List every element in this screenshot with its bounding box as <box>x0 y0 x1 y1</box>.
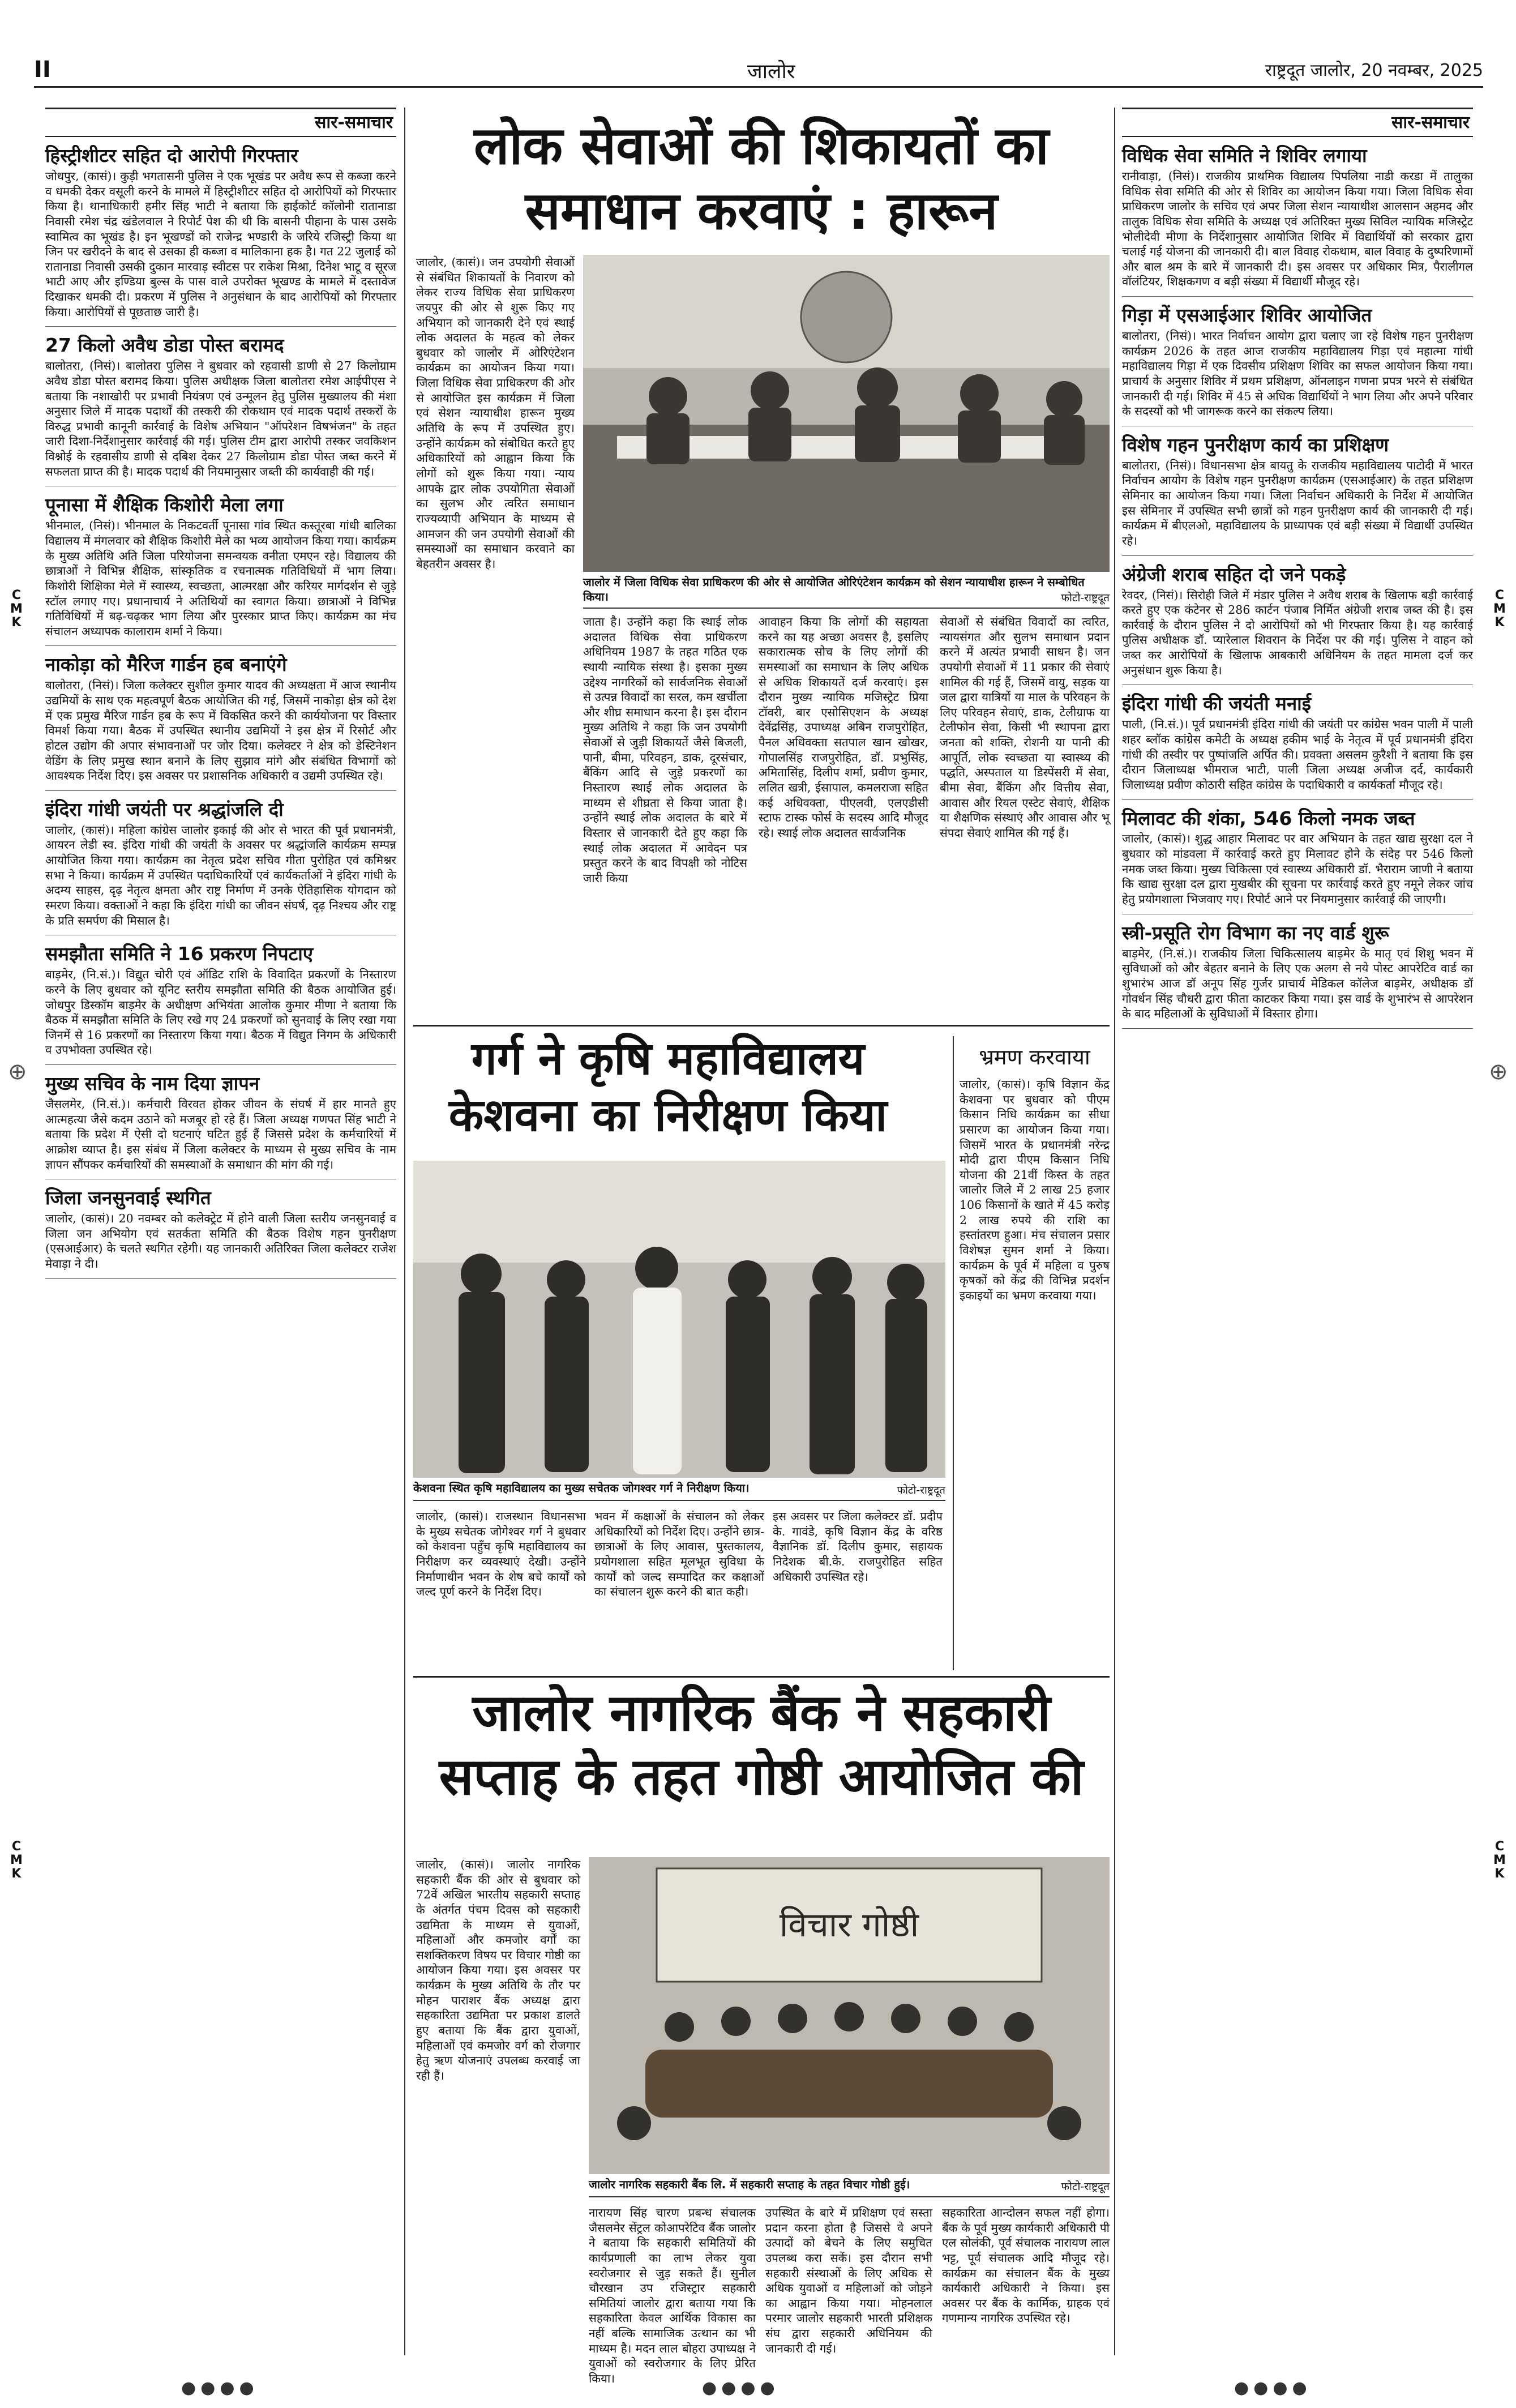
story3-intro-text: जालोर, (कासं)। जालोर नागरिक सहकारी बैंक की ओर से बुधवार को 72वें अखिल भारतीय सहकारी सप्ताह के अंतर्गत पंचम दिवस को सहकारी उद्यमिता के माध्यम से युवाओं, महिलाओं और कमजोर वर्गों का सशक्तिकरण विषय पर विचार गोष्ठी का आयोजन किया गया। इस अवसर पर कार्यक्रम के मुख्य अतिथि के तौर पर मोहन पाराशर बैंक अध्यक्ष द्वारा सहकारिता उद्यमिता पर प्रकाश डालते हुए बताया कि बैंक द्वारा युवाओं, महिलाओं एवं कमजोर वर्ग को रोजगार हेतु ऋण योजनाएं उपलब्ध करवाई जा रही हैं। <box>416 1858 580 2082</box>
brief-item <box>45 943 396 1065</box>
sidebar-text: जालोर, (कासं)। कृषि विज्ञान केंद्र केशवना पर बुधवार को पीएम किसान निधि कार्यक्रम का सीधा प्रसारण का आयोजन किया गया। जिसमें भारत के प्रधानमंत्री नरेन्द्र मोदी द्वारा पीएम किसान निधि योजना की 21वीं किस्त के तहत जालोर जिले में 2 लाख 25 हजार 106 किसानों के खाते में 45 करोड़ 2 लाख रुपये की राशि का हस्तांतरण हुआ। मंच संचालन प्रसार विशेषज्ञ सुमन शर्मा ने किया। कार्यक्रम के पूर्व में महिला व पुरुष कृषकों को केंद्र की विभिन्न प्रदर्शन इकाइयों का भ्रमण करवाया गया। <box>960 1077 1110 1302</box>
brief-headline: विधिक सेवा समिति ने शिविर लगाया <box>1122 144 1367 166</box>
brief-text: पाली, (नि.सं.)। पूर्व प्रधानमंत्री इंदिरा गांधी की जयंती पर कांग्रेस भवन पाली में पाली शहर ब्लॉक कांग्रेस कमेटी के अध्यक्ष हकीम भाई के नेतृत्व में पूर्व प्रधानमंत्री इंदिरा गांधी की तस्वीर पर पुष्पांजलि अर्पित की। प्रवक्ता असलम कुरैशी ने बताया कि इस दौरान जिलाध्यक्ष भीमराज भाटी, पाली जिला अध्यक्ष अजीज दर्द, कार्यकारी जिलाध्यक्ष प्रवीण कोठारी सहित कांग्रेस के पदाधिकारी व कार्यकर्ता मौजूद रहे। <box>1122 717 1473 792</box>
story-separator <box>413 1676 1110 1678</box>
brief-item <box>1122 693 1473 799</box>
brief-headline: मिलावट की शंका, 546 किलो नमक जब्त <box>1122 807 1415 829</box>
color-registration-dots: ●●●● <box>702 2378 780 2398</box>
brief-text: बालोतरा, (निसं)। विधानसभा क्षेत्र बायतु के राजकीय महाविद्यालय पाटोदी में भारत निर्वाचन आयोग के विशेष गहन पुनरीक्षण कार्यक्रम (एसआईआर) के तहत प्रशिक्षण सेमिनार का आयोजन किया गया। जिला निर्वाचन अधिकारी के निर्देश में आयोजित इस सेमिनार में उपस्थित सभी छात्रों को गहन पुनरीक्षण कार्य की जानकारी दी गई। कार्यक्रम में बीएलओ, महाविद्यालय के प्राध्यापक एवं बड़ी संख्या में विद्यार्थी उपस्थित रहे। <box>1122 458 1473 548</box>
story1-intro-text: जालोर, (कासं)। जन उपयोगी सेवाओं से संबंधित शिकायतों के निवारण को लेकर राज्य विधिक सेवा प्राधिकरण जयपुर की ओर से शुरू किए गए अभियान को जानकारी देने एवं स्थाई लोक अदालत के महत्व को लेकर बुधवार को जालोर में ओरिएंटेशन कार्यक्रम का आयोजन किया गया। जिला विधिक सेवा प्राधिकरण की ओर से आयोजित इस कार्यक्रम में जिला एवं सेशन न्यायाधीश हारून मुख्य अतिथि के रूप में उपस्थित हुए। उन्होंने कार्यक्रम को संबोधित करते हुए अधिकारियों को आह्वान किया कि लोगों को शुरू किया गया। न्याय आपके द्वार लोक उपयोगिता सेवाओं का सुलभ और त्वरित समाधान राज्यव्यापी अभियान के माध्यम से आमजन की जन उपयोगी सेवाओं की समस्याओं का समाधान करवाने का बेहतरीन अवसर है। <box>416 255 575 571</box>
story1-intro-continued <box>416 705 575 1022</box>
story3-column-4: सहकारिता आन्दोलन सफल नहीं होगा। बैंक के पूर्व मुख्य कार्यकारी अधिकारी पी एल सोलंकी, पूर्व संचालक नारायण लाल भट्ट, पूर्व संचालक आदि मौजूद रहे। कार्यक्रम का संचालन बैंक के मुख्य कार्यकारी अधिकारी ने किया। इस अवसर पर बैंक के कार्मिक, ग्राहक एवं गणमान्य नागरिक उपस्थित रहे। <box>942 2206 1110 2325</box>
brief-item <box>45 654 396 790</box>
brief-headline: 27 किलो अवैध डोडा पोस्त बरामद <box>45 334 284 357</box>
brief-text: बाड़मेर, (नि.सं.)। राजकीय जिला चिकित्सालय बाड़मेर के मातृ एवं शिशु भवन में सुविधाओं को और बेहतर बनाने के लिए एक अलग से नये पोस्ट आपरेटिव वार्ड का शुभारंभ आज डॉ अनूप सिंह गुर्जर प्राचार्य मेडिकल कॉलेज बाड़मेर, अधीक्षक डॉ गोवर्धन सिंह चौधरी द्वारा फीता काटकर किया गया। इस वार्ड के शुभारंभ से आपरेशन के बाद महिलाओं के सुविधाओं में विस्तार होगा। <box>1122 946 1473 1021</box>
sidebar-headline: भ्रमण करवाया <box>979 1045 1090 1070</box>
crosshair-mark: ⊕ <box>8 1059 27 1085</box>
caption-text: जालोर नागरिक सहकारी बैंक लि. में सहकारी सप्ताह के तहत विचार गोष्ठी हुई। <box>589 2178 910 2191</box>
story2-caption <box>413 1481 945 1501</box>
color-registration-dots: ●●●● <box>1234 2378 1312 2398</box>
registration-mark-cmk: C M K <box>1493 588 1506 630</box>
brief-headline: नाकोड़ा को मैरिज गार्डन हब बनाएंगे <box>45 653 287 676</box>
brief-item <box>1122 305 1473 426</box>
brief-item <box>45 799 396 935</box>
page-number: II <box>34 57 51 83</box>
brief-text: भीनमाल, (निसं)। भीनमाल के निकटवर्ती पूनासा गांव स्थित कस्तूरबा गांधी बालिका विद्यालय में मंगलवार को शैक्षिक किशोरी मेले का भव्य आयोजन किया गया। कार्यक्रम के मुख्य अतिथि अति जिला परियोजना समन्वयक वनीता एमएन रहे। विद्यालय की छात्राओं ने विभिन्न शैक्षिक, सांस्कृतिक व रचनात्मक गतिविधियों में भाग लिया। किशोरी शिक्षिका मेले में स्वास्थ्य, स्वच्छता, आत्मरक्षा और करियर मार्गदर्शन से जुड़े स्टॉल लगाए गए। प्रधानाचार्य ने अतिथियों का स्वागत किया। छात्राओं ने विभिन्न गतिविधियों में बढ़-चढ़कर भाग लिया और पुरस्कार प्राप्त किए। कार्यक्रम का मंच संचालन अध्यापक कालाराम शर्मा ने किया। <box>45 519 396 638</box>
brief-text: बालोतरा, (निसं)। बालोतरा पुलिस ने बुधवार को रहवासी डाणी से 27 किलोग्राम अवैध डोडा पोस्त बरामद किया। पुलिस अधीक्षक जिला बालोतरा रमेश आईपीएस ने बताया कि नशाखोरी पर प्रभावी नियंत्रण एवं उन्मूलन हेतु पुलिस मुख्यालय की मंशा अनुसार जिले में मादक पदार्थों की तस्करी की रोकथाम एवं मादक पदार्थ तस्करों के विरुद्ध प्रभावी कानूनी कार्रवाई के विशेष अभियान "ऑपरेशन विषभंजन" के तहत जारी दिशा-निर्देशानुसार कार्रवाई की गई। पुलिस टीम द्वारा आरोपी तस्कर जवकिशन विश्नोई के रहवासीय डाणी से दबिश देकर 27 किलोग्राम डोडा पोस्त जब्त करने में सफलता प्राप्त की है। मादक पदार्थ की नियमानुसार जब्ती की कार्यवाही की गई। <box>45 359 396 478</box>
story2-column-2: भवन में कक्षाओं के संचालन को लेकर अधिकारियों को निर्देश दिए। उन्होंने छात्र-छात्राओं के लिए आवास, पुस्तकालय, प्रयोगशाला सहित मूलभूत सुविधा के कार्यों को जल्द सम्पादित कर कक्षाओं का संचालन शुरू करने की बात कही। <box>594 1509 764 1599</box>
brief-text: जैसलमेर, (नि.सं.)। कर्मचारी विरवत होकर जीवन के संघर्ष में हार मानते हुए आत्महत्या जैसे कदम उठाने को मजबूर हो रहे हैं। जिला अध्यक्ष गणपत सिंह भाटी ने बताया कि प्रदेश में ऐसी दो घटनाएं घटित हुई हैं जिससे प्रदेश के कर्मचारियों में आक्रोश व्याप्त है। इस संबंध में जिला कलेक्टर के माध्यम से मुख्य सचिव के नाम ज्ञापन सौंपकर कर्मचारियों की समस्याओं के समाधान की मांग की गई। <box>45 1097 396 1171</box>
registration-mark-cmk: C M K <box>10 1840 23 1881</box>
story2-headline: गर्ग ने कृषि महाविद्यालय केशवना का निरीक्षण किया <box>448 1032 888 1141</box>
brief-text: बाड़मेर, (नि.सं.)। विद्युत चोरी एवं ऑडिट राशि के विवादित प्रकरणों के निस्तारण करने के लिए बुधवार को यूनिट स्तरीय समझौता समिति की बैठक आयोजित हुई। जोधपुर डिस्कॉम बाड़मेर के अधीक्षण अभियंता आलोक कुमार मीणा ने बताया कि बैठक में समझौता समिति के लिए रखे गए 24 प्रकरणों को सुनवाई के लिए रखा गया जिनमें से 16 प्रकरणों का निस्तारण किया गया। बैठक में विद्युत निगम के अधिकारी व उपभोक्ता उपस्थित रहे। <box>45 968 396 1057</box>
brief-text: जोधपुर, (कासं)। कुड़ी भगतासनी पुलिस ने एक भूखंड पर अवैध रूप से कब्जा करने व धमकी देकर वसूली करने के मामले में हिस्ट्रीशीटर सहित दो आरोपियों को गिरफ्तार किया है। थानाधिकारी हमीर सिंह भाटी ने बताया कि हाईकोर्ट कॉलोनी रातानाडा निवासी रमेश चंद्र खंडेलवाल ने रिपोर्ट पेश की थी कि बासनी पीहाना के पास उसके स्वामित्व का भूखंड है। इन भूखण्डों को राजेन्द्र भण्डारी के जरिये रजिस्ट्री किया था जिन पर खरीदने के बाद से उसका ही कब्जा व मालिकाना हक है। गत 22 जुलाई को रातानाडा निवासी उसकी दुकान मारवाड़ स्वीटस पर राकेश मिश्रा, दिनेश भाटू व सूरज भाटी आए और इण्डिया बुल्स के पास वाले उपरोक्त भूखण्ड के मामले में दस्तावेज दिखाकर धमकी दी। प्रकरण में पुलिस ने अनुसंधान के बाद आरोपियों को गिरफ्तार किया। आरोपियों से पूछताछ जारी है। <box>45 169 396 319</box>
brief-text: जालोर, (कासं)। 20 नवम्बर को कलेक्ट्रेट में होने वाली जिला स्तरीय जनसुनवाई व जिला जन अभियोग एवं सतर्कता समिति की बैठक विशेष गहन पुनरीक्षण (एसआईआर) के चलते स्थगित रहेगी। यह जानकारी अतिरिक्त जिला कलेक्टर राजेश मेवाड़ा ने दी। <box>45 1212 396 1271</box>
brief-headline: मुख्य सचिव के नाम दिया ज्ञापन <box>45 1072 260 1095</box>
story3-headline: जालोर नागरिक बैंक ने सहकारी सप्ताह के तहत गोष्ठी आयोजित की <box>439 1683 1084 1807</box>
brief-headline: जिला जनसुनवाई स्थगित <box>45 1187 211 1209</box>
brief-text: बालोतरा, (निसं)। जिला कलेक्टर सुशील कुमार यादव की अध्यक्षता में आज स्थानीय उद्यमियों के साथ एक महत्वपूर्ण बैठक आयोजित की गई, जिसमें नाकोड़ा क्षेत्र को देश में एक प्रमुख मैरिज गार्डन हब के रूप में विकसित करने की कार्ययोजना पर विस्तार विमर्श किया गया। बैठक में उपस्थित स्थानीय उद्यमियों ने इस क्षेत्र में रिसोर्ट और होटल उद्योग की अपार संभावनाओं पर जोर दिया। कलेक्टर ने क्षेत्र को डेस्टिनेशन वेडिंग के लिए प्रमुख स्थान बनाने के लिए सुझाव मांगे और संबंधित विभागों को आवश्यक निर्देश दिए। इस अवसर पर प्रशासनिक अधिकारी व उद्यमी उपस्थित रहे। <box>45 678 396 783</box>
brief-item <box>1122 434 1473 556</box>
brief-headline: इंदिरा गांधी जयंती पर श्रद्धांजलि दी <box>45 798 284 820</box>
brief-headline: हिस्ट्रीशीटर सहित दो आरोपी गिरफ्तार <box>45 144 298 166</box>
section-tag: सार-समाचार <box>1122 108 1473 137</box>
story1-photo <box>583 255 1110 572</box>
photo-credit: फोटो-राष्ट्रदूत <box>897 1484 945 1497</box>
brief-text: रेवदर, (निसं)। सिरोही जिले में मंडार पुलिस ने अवैध शराब के खिलाफ बड़ी कार्रवाई करते हुए एक कंटेनर से 286 कार्टन पंजाब निर्मित अंग्रेजी शराब जब्त की है। इस कार्रवाई के दौरान पुलिस ने दो आरोपियों को भी गिरफ्तार किया है। यह कार्रवाई पुलिस अधीक्षक डॉ. प्यारेलाल शिवरान के निर्देश पर की गई। पुलिस ने वाहन को जब्त कर आरोपियों के खिलाफ आबकारी अधिनियम के तहत मामला दर्ज कर अनुसंधान शुरू किया है। <box>1122 588 1473 677</box>
story3-column-3: उपस्थित के बारे में प्रशिक्षण एवं सस्ता प्रदान करना होता है जिससे वे अपने उत्पादों को बेचने के लिए समुचित उपलब्ध करा सकें। इस दौरान सभी सहकारी संस्थाओं के लिए अधिक से अधिक युवाओं व महिलाओं को जोड़ने का आह्वान किया गया। मोहनलाल परमार जालोर सहकारी भारती प्रशिक्षक संघ द्वारा सहकारी अधिनियम की जानकारी दी गई। <box>765 2206 932 2355</box>
column-divider <box>404 108 405 2355</box>
inspection-photo-illustration <box>413 1161 945 1478</box>
brief-item <box>1122 808 1473 914</box>
brief-item <box>1122 922 1473 1029</box>
story2-sidebar <box>960 1036 1110 1670</box>
story1-headline: लोक सेवाओं की शिकायतों का समाधान करवाएं : हारून <box>474 116 1049 241</box>
brief-headline: इंदिरा गांधी की जयंती मनाई <box>1122 692 1311 715</box>
story2-photo <box>413 1161 945 1478</box>
registration-mark-cmk: C M K <box>10 588 23 630</box>
brief-headline: गिड़ा में एसआईआर शिविर आयोजित <box>1122 304 1372 327</box>
brief-headline: विशेष गहन पुनरीक्षण कार्य का प्रशिक्षण <box>1122 433 1389 456</box>
brief-text: जालोर, (कासं)। शुद्ध आहार मिलावट पर वार अभियान के तहत खाद्य सुरक्षा दल ने बुधवार को मांडवला में कार्रवाई करते हुए मिलावट होने के संदेह पर 546 किलो नमक जब्त किया। मुख्य चिकित्सा एवं स्वास्थ्य अधिकारी डॉ. भैराराम जाणी ने बताया कि खाद्य सुरक्षा दल द्वारा मुखबीर की सूचना पर कार्रवाई करते हुए नमूने लेकर जांच हेतु प्रयोगशाला भिजवाए गए। रिपोर्ट आने पर नियमानुसार कार्रवाई की जाएगी। <box>1122 832 1473 906</box>
brief-item <box>45 1187 396 1279</box>
brief-item <box>45 1073 396 1179</box>
brief-item <box>1122 145 1473 297</box>
registration-mark-cmk: C M K <box>1493 1840 1506 1881</box>
banner-text: विचार गोष्ठी <box>779 1905 919 1945</box>
edition-name: जालोर <box>747 60 795 83</box>
brief-text: जालोर, (कासं)। महिला कांग्रेस जालोर इकाई की ओर से भारत की पूर्व प्रधानमंत्री, आयरन लेडी स्व. इंदिरा गांधी की जयंती के अवसर पर श्रद्धांजलि कार्यक्रम सम्पन्न आयोजित किया गया। कार्यक्रम का नेतृत्व प्रदेश सचिव गीता पुरोहित एवं कमिश्नर सभा ने किया। कार्यक्रम में उपस्थित पदाधिकारियों एवं कार्यकर्ताओं ने इंदिरा गांधी के अदम्य साहस, दृढ़ नेतृत्व क्षमता और राष्ट्र निर्माण में उनके ऐतिहासिक योगदान को स्मरण किया। वक्ताओं ने कहा कि इंदिरा गांधी का जीवन संघर्ष, दृढ़ निश्चय और राष्ट्र के प्रति समर्पण की मिसाल है। <box>45 823 396 927</box>
story1-column-3: आवाहन किया कि लोगों की सहायता करने का यह अच्छा अवसर है, इसलिए सकारात्मक सोच के लिए लोगों की समस्याओं का समाधान के लिए अधिक से अधिक शिकायतें दर्ज करवाएं। इस दौरान मुख्य न्यायिक मजिस्ट्रेट प्रिया टॉवरी, बार एसोसिएशन के अध्यक्ष देवेंद्रसिंह, उपाध्यक्ष अबिन राजपुरोहित, पैनल अधिवक्ता सतपाल खान खोखर, गोपालसिंह राजपुरोहित, डॉ. प्रभुसिंह, अमितासिंह, दिलीप शर्मा, प्रवीण कुमार, ललित खत्री, ईसापाल, कमलराजा सहित कई अधिवक्ता, पीएलवी, एलएडीसी स्टाफ टास्क फोर्स के सदस्य आदि मौजूद रहे। स्थाई लोक अदालत सार्वजनिक <box>759 615 928 840</box>
brief-item <box>45 335 396 486</box>
column-divider <box>1114 108 1115 2355</box>
page-header <box>34 57 1483 88</box>
brief-headline: पूनासा में शैक्षिक किशोरी मेला लगा <box>45 494 284 516</box>
brief-text: बालोतरा, (निसं)। भारत निर्वाचन आयोग द्वारा चलाए जा रहे विशेष गहन पुनरीक्षण कार्यक्रम 2026 के तहत आज राजकीय महाविद्यालय गिड़ा एवं महात्मा गांधी महाविद्यालय गिड़ा में एक दिवसीय प्रशिक्षण शिविर का सफल आयोजन किया गया। प्राचार्य के अनुसार शिविर में प्रथम प्रशिक्षण, ऑनलाइन गणना प्रपत्र भरने से संबंधित जानकारी दी गई। शिविर में 45 से अधिक विद्यार्थियों ने भाग लिया और अपने परिवार के सदस्यों को भी जागरूक करने का संकल्प लिया। <box>1122 329 1473 418</box>
story3-photo <box>589 1857 1110 2174</box>
crosshair-mark: ⊕ <box>1489 1059 1508 1085</box>
brief-item <box>45 145 396 327</box>
story1-column-2: जाता है। उन्होंने कहा कि स्थाई लोक अदालत विधिक सेवा प्राधिकरण अधिनियम 1987 के तहत गठित एक स्थायी न्यायिक संस्था है। इसका मुख्य उद्देश्य नागरिकों को सार्वजनिक सेवाओं से उत्पन्न विवादों का सरल, कम खर्चीला और शीघ्र समाधान करना है। इस दौरान मुख्य अतिथि ने कहा कि जन उपयोगी सेवाओं से जुड़ी शिकायतें जैसे बिजली, पानी, बीमा, परिवहन, डाक, दूरसंचार, बैंकिंग आदि से जुड़े प्रकरणों का निस्तारण स्थाई लोक अदालत के माध्यम से शीघ्रता से किया जाता है। उन्होंने स्थाई लोक अदालत के बारे में विस्तार से जानकारी देते हुए कहा कि स्थाई लोक अदालत में आवेदन पत्र प्रस्तुत करने के बाद विपक्षी को नोटिस जारी किया <box>583 615 747 885</box>
story-separator <box>413 1025 1110 1026</box>
brief-headline: स्त्री-प्रसूति रोग विभाग का नए वार्ड शुरू <box>1122 921 1389 944</box>
brief-item <box>45 494 396 646</box>
sidebar-divider <box>953 1036 954 1670</box>
caption-text: केशवना स्थित कृषि महाविद्यालय का मुख्य सचेतक जोगश्वर गर्ग ने निरीक्षण किया। <box>413 1481 750 1495</box>
story2-column-3: इस अवसर पर जिला कलेक्टर डॉ. प्रदीप के. गावंडे, कृषि विज्ञान केंद्र के वरिष्ठ वैज्ञानिक डॉ. दिलीप कुमार, सहायक निदेशक बी.के. राजपुरोहित सहित अधिकारी उपस्थित रहे। <box>773 1509 943 1584</box>
seminar-photo-illustration <box>589 1857 1110 2174</box>
left-news-column <box>45 108 396 2350</box>
story1-column-4: सेवाओं से संबंधित विवादों का त्वरित, न्यायसंगत और सुलभ समाधान प्रदान करने में अत्यंत प्रभावी साधन है। जन उपयोगी सेवाओं में 11 प्रकार की सेवाएं शामिल की गई हैं, जिसमें वायु, सड़क या जल द्वारा यात्रियों या माल के परिवहन के लिए परिवहन सेवाएं, डाक, टेलीग्राफ या टेलीफोन सेवा, किसी भी स्थापना द्वारा जनता को शक्ति, रोशनी या पानी की आपूर्ति, लोक स्वच्छता या स्वास्थ्य की पद्धति, अस्पताल या डिस्पेंसरी में सेवा, बीमा सेवा, बैंकिंग और वित्तीय सेवा, आवास और रियल एस्टेट सेवाएं, शैक्षिक या शैक्षणिक संस्थाएं और आवास और भू संपदा सेवाएं शामिल की गई हैं। <box>940 615 1110 840</box>
caption-text: जालोर में जिला विधिक सेवा प्राधिकरण की ओर से आयोजित ओरिएंटेशन कार्यक्रम को सेशन न्यायाधीश हारून ने सम्बोधित किया। <box>583 575 1085 604</box>
dateline: राष्ट्रदूत जालोर, 20 नवम्बर, 2025 <box>1265 61 1483 80</box>
story1-caption <box>583 575 1110 609</box>
meeting-photo-illustration <box>583 255 1110 572</box>
section-tag: सार-समाचार <box>45 108 396 137</box>
story3-column-2: नारायण सिंह चारण प्रबन्ध संचालक जैसलमेर सेंट्रल कोआपरेटिव बैंक जालोर ने बताया कि सहकारी समितियों की कार्यप्रणाली का लाभ लेकर युवा स्वरोजगार से जुड़ सकते हैं। सुनील चौरखान उप रजिस्ट्रार सहकारी समितियां जालोर द्वारा बताया गया कि सहकारिता केवल आर्थिक विकास का नहीं बल्कि सामाजिक उत्थान का भी माध्यम है। मदन लाल बोहरा उपाध्यक्ष ने युवाओं को स्वरोजगार के लिए प्रेरित किया। <box>589 2206 756 2386</box>
brief-headline: समझौता समिति ने 16 प्रकरण निपटाए <box>45 943 314 965</box>
brief-text: रानीवाड़ा, (निसं)। राजकीय प्राथमिक विद्यालय पिपलिया नाडी करडा में तालुका विधिक सेवा समिति की ओर से शिविर का आयोजन किया गया। जिला विधिक सेवा प्राधिकरण जालोर के सचिव एवं अपर जिला सेशन न्यायाधीश आलसान अहमद और तालुक विधिक सेवा समिति के अध्यक्ष एवं अतिरिक्त मुख्य सिविल न्यायिक मजिस्ट्रेट भोलीदेवी मीणा के निर्देशानुसार आयोजित शिविर में विद्यार्थियों को सरकार द्वारा चलाई गई योजना की जानकारी दी। बाल विवाह रोकथाम, बाल विवाह के दुष्परिणामों और बाल श्रम के बारे में जानकारी दी। इस अवसर पर अधिकार मित्र, पैरालीगल वॉलंटियर, शिक्षकगण व बड़ी संख्या में विद्यार्थी मौजूद रहे। <box>1122 169 1473 289</box>
brief-headline: अंग्रेजी शराब सहित दो जने पकड़े <box>1122 563 1346 585</box>
story3-caption <box>589 2177 1110 2197</box>
photo-credit: फोटो-राष्ट्रदूत <box>1061 2180 1110 2193</box>
photo-credit: फोटो-राष्ट्रदूत <box>1061 592 1110 605</box>
brief-item <box>1122 564 1473 686</box>
right-news-column <box>1122 108 1473 2350</box>
color-registration-dots: ●●●● <box>181 2378 259 2398</box>
story2-column-1: जालोर, (कासं)। राजस्थान विधानसभा के मुख्य सचेतक जोगेश्वर गर्ग ने बुधवार को केशवना पहुँच कृषि महाविद्यालय का निरीक्षण कर व्यवस्थाएं देखी। उन्होंने निर्माणाधीन भवन के शेष बचे कार्यों को जल्द पूर्ण करने के निर्देश दिए। <box>416 1509 586 1599</box>
